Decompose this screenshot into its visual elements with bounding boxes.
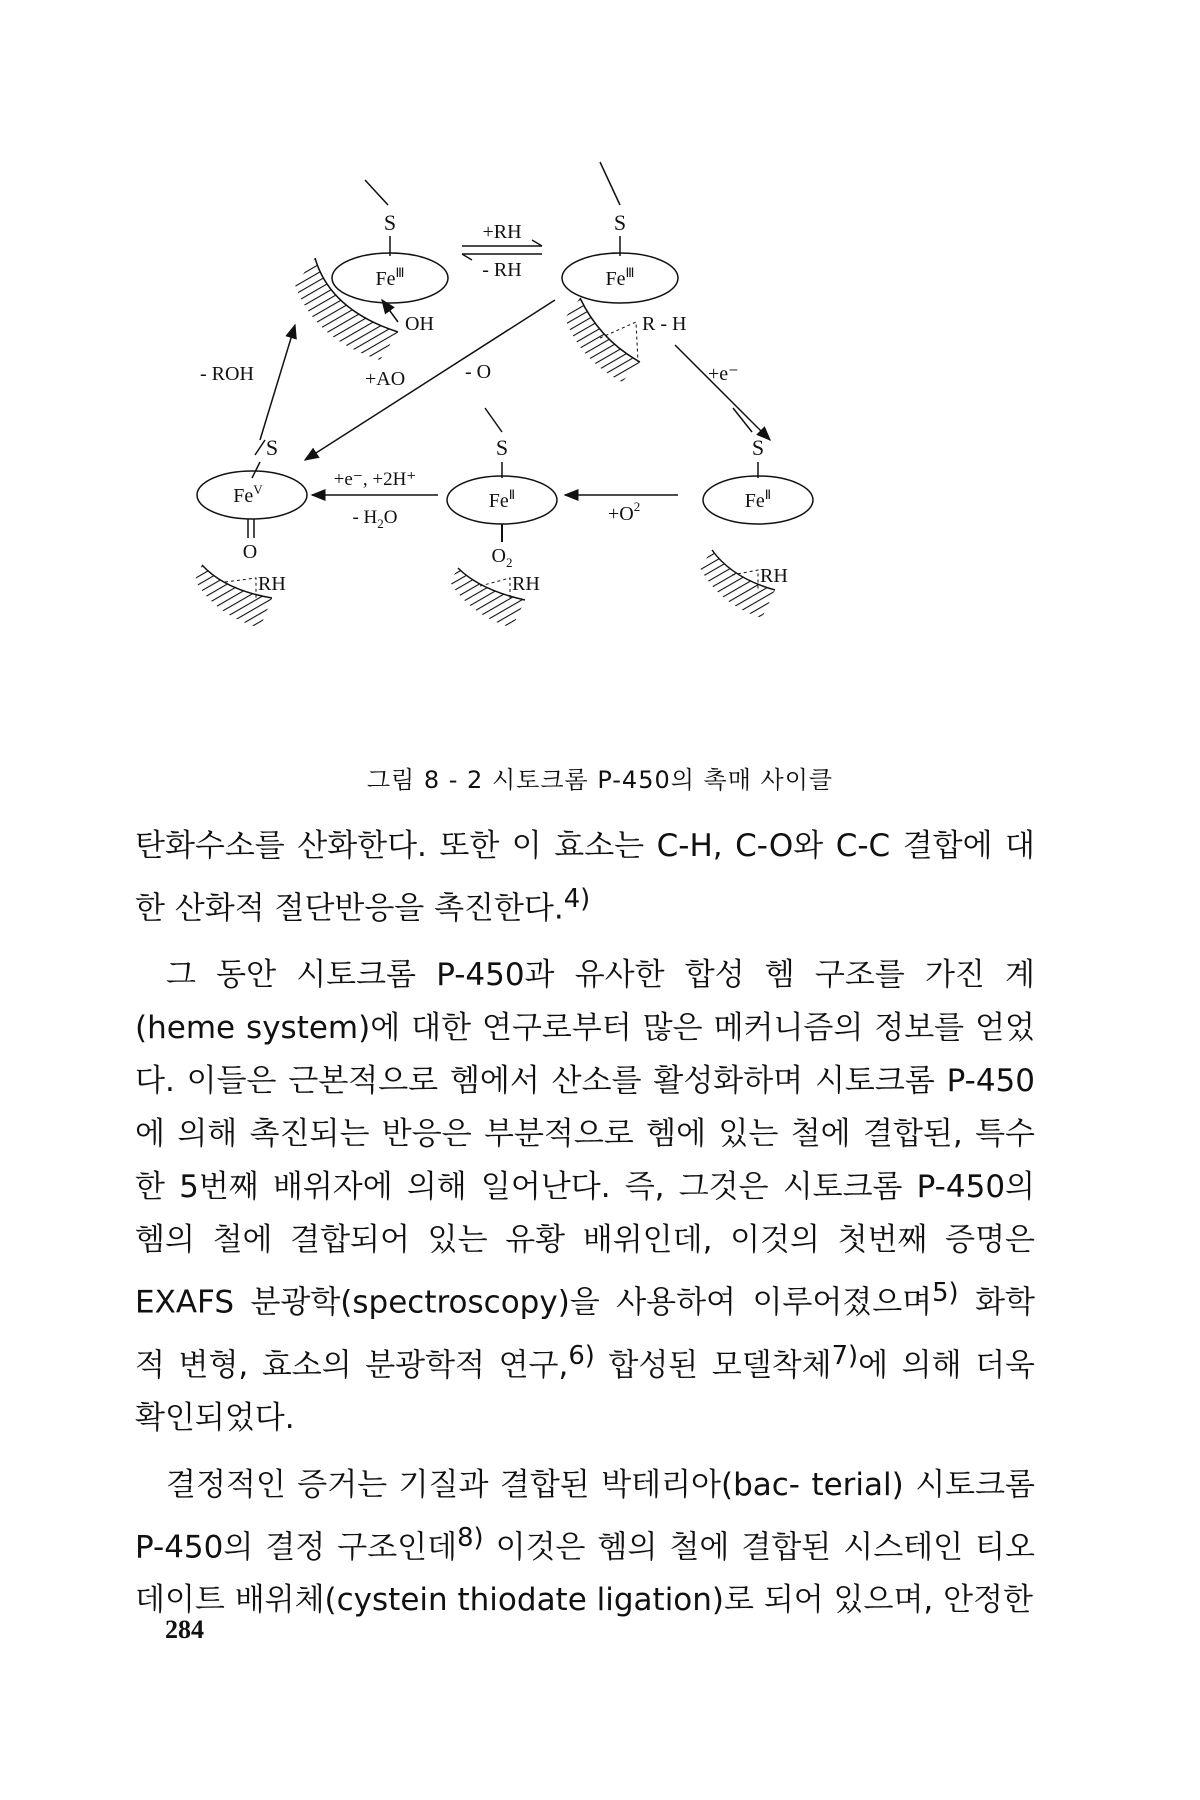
substrate-binding-equilibrium [462,221,542,281]
p450-catalytic-cycle-figure [180,150,1040,750]
sulfur-label: S [751,435,765,460]
oxygen-activation-arrow [312,469,438,531]
svg-text:+RH: +RH [482,221,522,243]
iron-label: Fe [488,490,509,512]
svg-text:FeV [233,482,263,507]
dioxygen-label: O [491,545,506,567]
iron-label: Fe [605,268,626,290]
iron-label: Fe [375,268,396,290]
svg-text:+e⁻: +e⁻ [708,363,739,385]
paragraph: 결정적인 증거는 기질과 결합된 박테리아(bac- terial) 시토크롬 P-450의 결정 구조인데$^{8)}$ 이것은 헴의 철에 결합된 시스테인 티오데이트 배위체(cystein thiodate ligation)로 되어 있으며, 안정한 [135,1466,1035,1619]
sulfur-label: S [613,210,627,235]
substrate-label: RH [512,573,540,595]
svg-text:- H2O: - $H_2O$ [352,507,398,531]
substrate-label: RH [760,565,788,587]
substrate-label: RH [258,573,286,595]
paragraph: 그 동안 시토크롬 P-450과 유사한 합성 헴 구조를 가진 계(heme system)에 대한 연구로부터 많은 메커니즘의 정보를 얻었다. 이들은 근본적으로 헴에서 산소를 활성화하며 시토크롬 P-450에 의해 촉진되는 반응은 부분적으로 헴에 있는 철에 결합된, 특수한 5번째 배위자에 의해 일어난다. 즉, 그것은 시토크롬 P-450의 헴의 철에 결합되어 있는 유황 배위인데, 이것의 첫번째 증명은 EXAFS 분광학(spectroscopy)을 사용하여 이루어졌으며$^{5)}$ 화학적 변형, 효소의 분광학적 연구,$^{6)}$ 합성된 모델착체$^{7)}$에 의해 더욱 확인되었다. [135,957,1035,1436]
reduction-arrow [675,345,770,440]
svg-text:- ROH: - ROH [200,363,254,385]
oxidation-state: Ⅱ [508,487,516,502]
oxygen-binding-arrow [565,495,678,525]
svg-text:FeⅡ [489,487,515,512]
reference-marker: 8) [457,1522,484,1553]
complex-fe3-substrate [562,162,686,382]
svg-text:- RH: - RH [482,259,522,281]
oxidation-state: Ⅲ [625,265,635,280]
svg-text:+AO: +AO [365,368,406,390]
reference-marker: 6) [568,1340,595,1371]
figure-caption: 그림 8 - 2 시토크롬 P-450의 촉매 사이클 [366,766,834,794]
iron-label: Fe [744,490,765,512]
svg-text:FeⅡ [745,487,771,512]
complex-fe2-substrate [700,408,813,618]
sulfur-label: S [265,435,279,460]
oxo-label: O [242,541,258,563]
iron-label: Fe [233,485,254,507]
svg-text:FeⅢ [606,265,635,290]
product-release-arrow [200,325,295,440]
svg-text:+O2: $+O^2$ [608,499,641,525]
sulfur-label: S [383,210,397,235]
reference-marker: 5) [932,1278,959,1309]
svg-text:FeⅢ [376,265,405,290]
hydroxo-label: OH [405,313,434,335]
page-number: 284 [165,1615,204,1644]
protein-surface [565,298,640,382]
paragraph: 탄화수소를 산화한다. 또한 이 효소는 C-H, C-O와 C-C 결합에 대한 산화적 절단반응을 촉진한다.$^{4)}$ [135,828,1035,927]
svg-text:- O: - O [465,361,492,383]
oxidation-state: Ⅲ [395,265,405,280]
oxidation-state: V [253,482,263,497]
svg-text:+e⁻, +2H⁺: +e⁻, +2H⁺ [333,469,417,490]
sulfur-label: S [495,435,509,460]
oxidation-state: Ⅱ [764,487,772,502]
reference-marker: 4) [563,884,591,914]
complex-fe5-oxo [195,435,307,628]
complex-fe3-hydroxo [295,180,448,360]
svg-text:O2: $O_2$ [491,545,513,570]
substrate-label: R - H [642,313,687,335]
body-text [135,820,1035,1627]
reference-marker: 7) [831,1340,859,1371]
complex-fe2-dioxygen [447,408,557,628]
